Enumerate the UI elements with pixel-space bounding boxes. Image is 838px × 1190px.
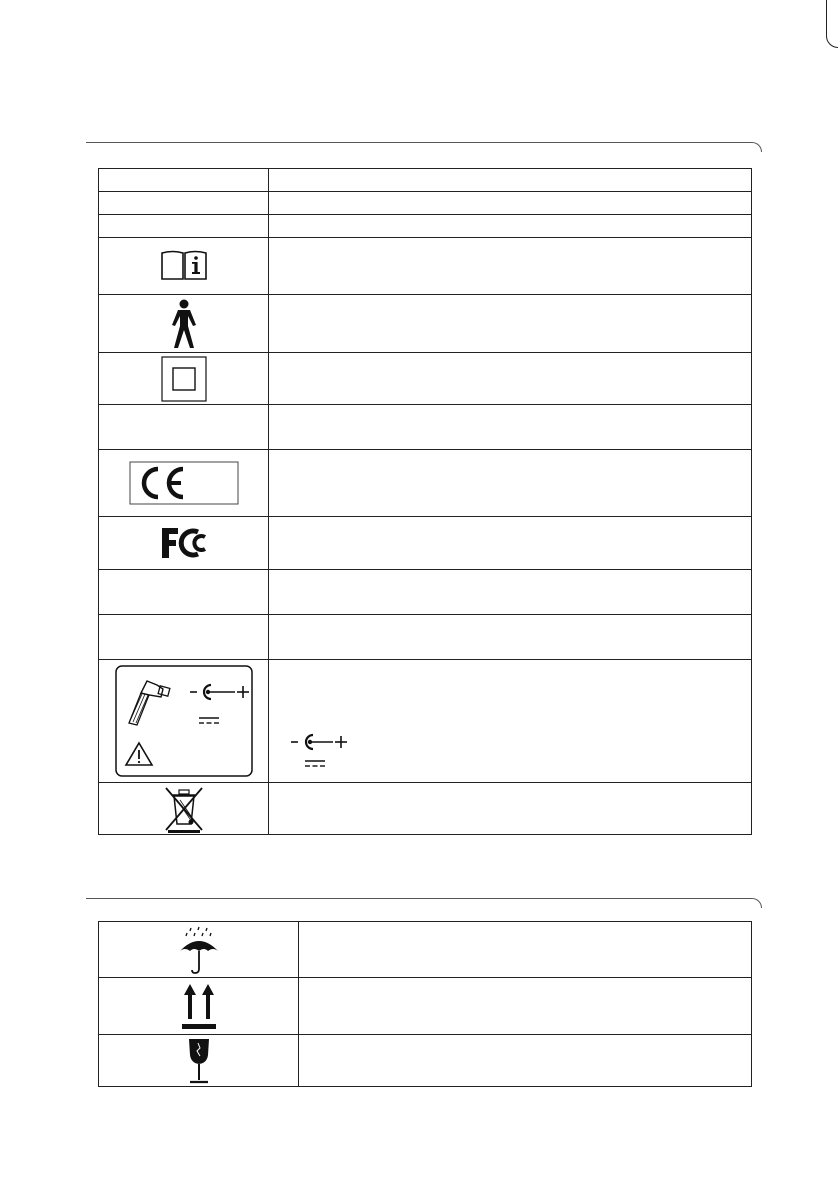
symbol-cell [99, 978, 299, 1035]
description-cell [299, 978, 752, 1035]
ce-mark-icon [129, 461, 239, 505]
description-cell [269, 450, 752, 517]
description-cell [269, 783, 752, 835]
symbol-cell [99, 295, 269, 353]
class-ii-equipment-icon [161, 356, 207, 402]
table-row [99, 215, 752, 238]
symbol-cell [99, 922, 299, 978]
symbol-cell [99, 353, 269, 405]
description-cell [269, 615, 752, 660]
fcc-mark-icon [160, 526, 208, 560]
description-cell [299, 1035, 752, 1087]
table-row [99, 353, 752, 405]
symbol-cell [99, 570, 269, 615]
keep-dry-umbrella-icon [177, 925, 221, 975]
table-row [99, 169, 752, 192]
table-row [99, 238, 752, 295]
consult-instructions-icon [159, 249, 209, 283]
table-row [99, 295, 752, 353]
symbol-cell [99, 783, 269, 835]
dc-polarity-icon [283, 733, 349, 751]
symbols-table [98, 168, 752, 835]
type-bf-applied-part-icon [167, 298, 201, 350]
description-cell [269, 295, 752, 353]
table-row [99, 783, 752, 835]
description-cell [269, 517, 752, 570]
this-way-up-arrows-icon [179, 981, 219, 1031]
table-row [99, 405, 752, 450]
direct-current-icon [283, 757, 349, 771]
table-row [99, 660, 752, 783]
packaging-symbols-table [98, 921, 752, 1087]
symbol-cell [99, 169, 269, 192]
symbol-cell [99, 660, 269, 783]
table-row [99, 192, 752, 215]
description-cell [269, 570, 752, 615]
description-cell [269, 353, 752, 405]
table-row [99, 570, 752, 615]
section-divider-symbols [86, 142, 762, 152]
description-cell [269, 192, 752, 215]
symbol-cell [99, 1035, 299, 1087]
symbol-cell [99, 405, 269, 450]
description-cell [269, 660, 752, 783]
dc-symbols-group [269, 727, 751, 771]
symbol-cell [99, 615, 269, 660]
description-cell [269, 169, 752, 192]
fragile-glass-icon [184, 1037, 214, 1085]
table-row [99, 615, 752, 660]
weee-crossed-bin-icon [162, 784, 206, 834]
dc-power-plug-label-icon [115, 665, 253, 777]
description-cell [269, 238, 752, 295]
symbol-cell [99, 215, 269, 238]
description-cell [269, 405, 752, 450]
symbol-cell [99, 238, 269, 295]
description-cell [299, 922, 752, 978]
symbol-cell [99, 192, 269, 215]
page-edge-mark [826, 0, 838, 48]
section-divider-packaging [86, 898, 762, 908]
table-row [99, 450, 752, 517]
table-row [99, 517, 752, 570]
table-row [99, 1035, 752, 1087]
symbol-cell [99, 450, 269, 517]
table-row [99, 978, 752, 1035]
description-cell [269, 215, 752, 238]
table-row [99, 922, 752, 978]
symbol-cell [99, 517, 269, 570]
